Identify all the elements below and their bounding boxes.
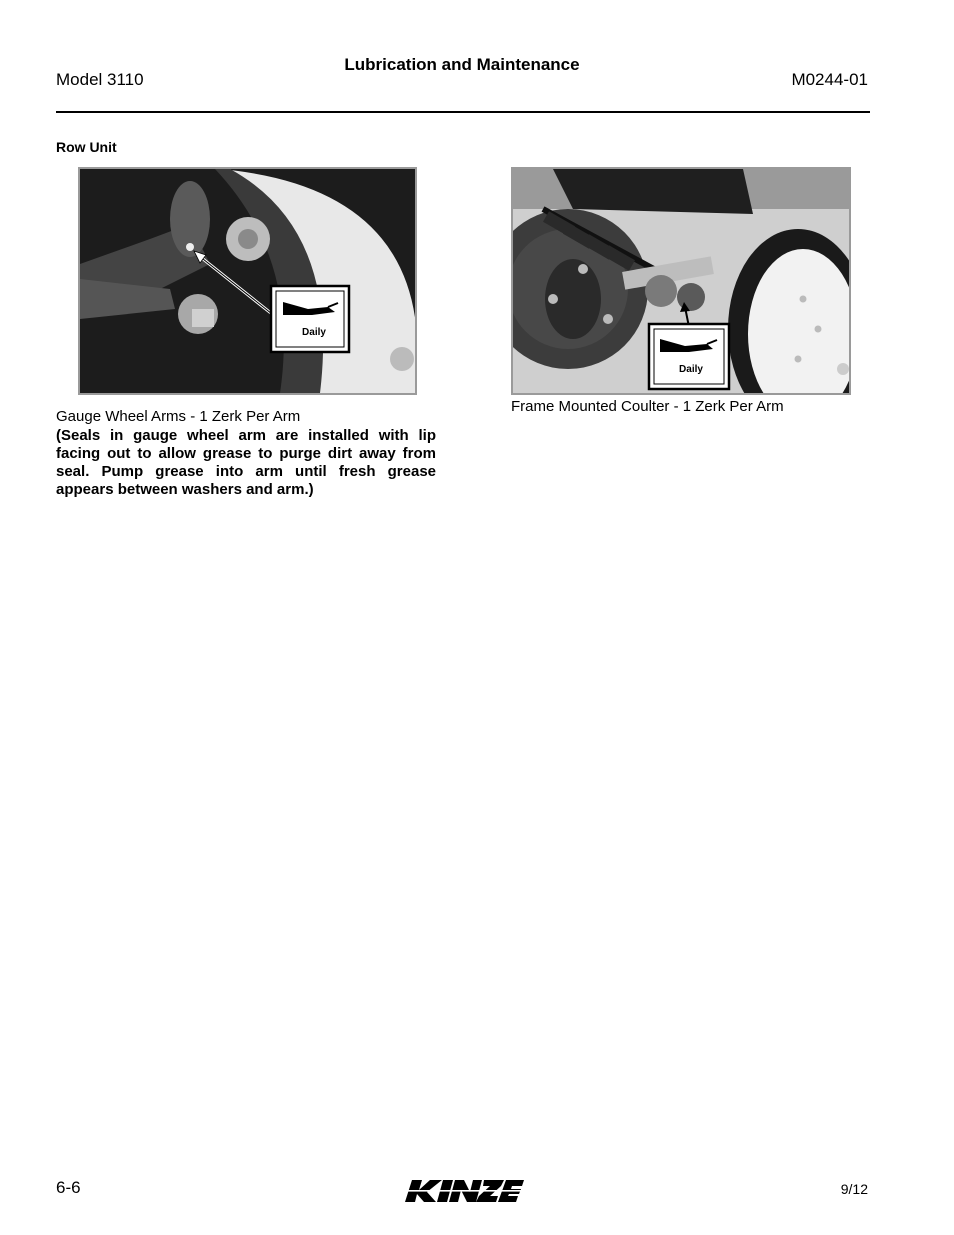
kinze-logo (400, 1172, 524, 1208)
page-number: 6-6 (56, 1178, 81, 1197)
daily-label-text: Daily (302, 327, 326, 338)
section-title: Row Unit (56, 139, 117, 155)
figure-caption-gauge-wheel: Gauge Wheel Arms - 1 Zerk Per Arm (56, 408, 301, 425)
header-rule (56, 111, 870, 113)
frame-mounted-coulter-photo (511, 167, 851, 395)
header-doc-number: M0244-01 (791, 70, 868, 89)
revision-date: 9/12 (840, 1181, 868, 1197)
header-title: Lubrication and Maintenance (344, 55, 580, 74)
figure-caption-coulter: Frame Mounted Coulter - 1 Zerk Per Arm (511, 398, 784, 415)
daily-label-text: Daily (679, 364, 703, 375)
header-model: Model 3110 (56, 70, 144, 89)
gauge-wheel-arm-photo (78, 167, 417, 395)
figure-note-seals: (Seals in gauge wheel arm are installed with lip facing out to allow grease to purge dirt away from seal. Pump grease into arm until fresh grease appears between washers and arm.) (56, 427, 436, 498)
